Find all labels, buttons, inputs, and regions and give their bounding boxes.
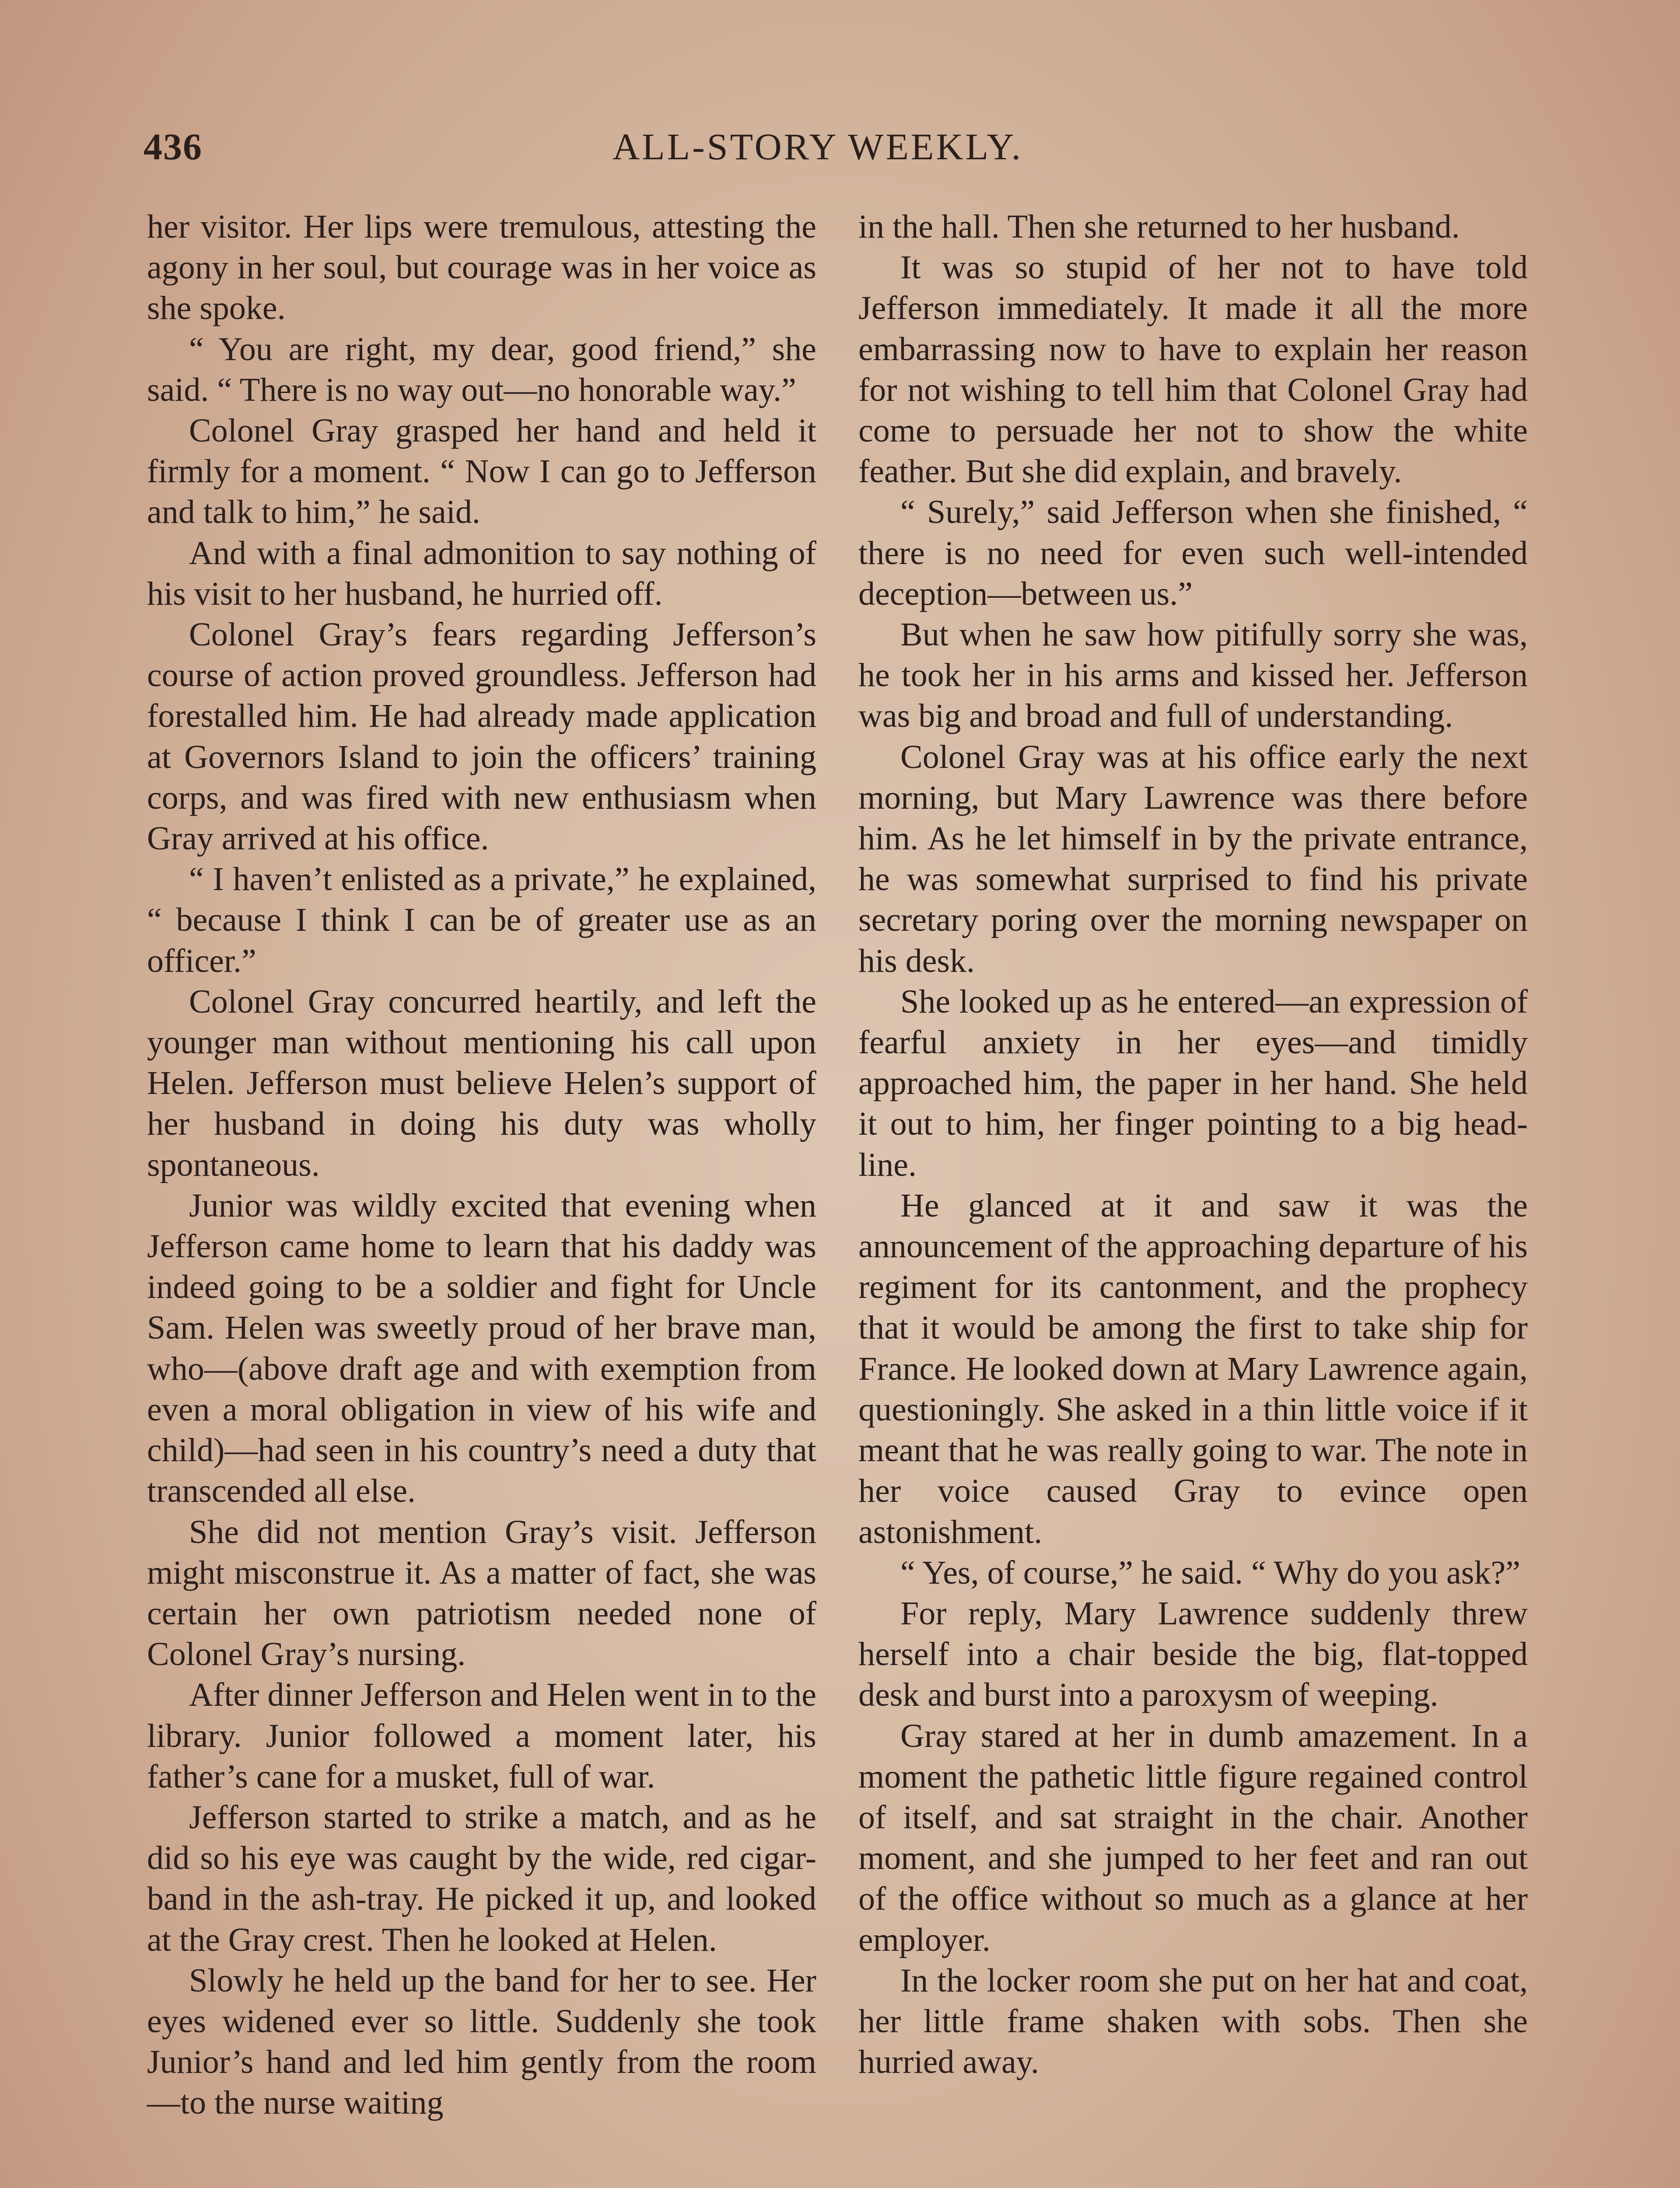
paragraph: She looked up as he entered—an expression of fearful anxiety in her eyes—and timidly approached him, the paper in her hand. She held it out to him, her finger pointing to a big head-line. xyxy=(858,983,1528,1183)
paragraph: “ You are right, my dear, good friend,” she said. “ There is no way out—no honorable way.” xyxy=(147,330,816,408)
paragraph: Colonel Gray’s fears regarding Jefferson’s course of action proved groundless. Jefferson had forestalled him. He had already made application at Governors Island to join the officers’ training corps, and was fired with new enthusiasm when Gray arrived at his office. xyxy=(147,616,816,857)
paragraph: Colonel Gray was at his office early the next morning, but Mary Lawrence was there before him. As he let himself in by the private entrance, he was somewhat surprised to find his private secretary poring over the morning newspaper on his desk. xyxy=(858,738,1528,979)
running-title: ALL-STORY WEEKLY. xyxy=(612,126,1023,168)
paragraph: And with a final admonition to say nothing of his visit to her husband, he hurried off. xyxy=(147,534,816,612)
paragraph: It was so stupid of her not to have told Jefferson immediately. It made it all the more embarrassing now to have to explain her reason for not wishing to tell him that Colonel Gray had come to persuade her not to show the white feather. But she did explain, and bravely. xyxy=(858,249,1528,490)
paragraph: Gray stared at her in dumb amazement. In a moment the pathetic little figure regained control of itself, and sat straight in the chair. Another moment, and she jumped to her feet and ran out of the office without so much as a glance at her employer. xyxy=(858,1717,1528,1958)
paragraph: Colonel Gray grasped her hand and held it firmly for a moment. “ Now I can go to Jefferson and talk to him,” he said. xyxy=(147,412,816,531)
page-number: 436 xyxy=(144,126,203,168)
paragraph: But when he saw how pitifully sorry she was, he took her in his arms and kissed her. Jefferson was big and broad and full of understanding. xyxy=(858,616,1528,735)
paragraph: He glanced at it and saw it was the announcement of the approaching departure of his regiment for its cantonment, and the prophecy that it would be among the first to take ship for France. He looked down at Mary Lawrence again, questioningly. She asked in a thin little voice if it meant that he was really going to war. The note in her voice caused Gray to evince open astonishment. xyxy=(858,1187,1528,1550)
paragraph: She did not mention Gray’s visit. Jefferson might misconstrue it. As a matter of fact, she was certain her own patriotism needed none of Colonel Gray’s nursing. xyxy=(147,1513,816,1673)
page-header xyxy=(0,125,1680,173)
paragraph: “ Surely,” said Jefferson when she finished, “ there is no need for even such well-intended deception—between us.” xyxy=(858,494,1528,612)
text-column-left xyxy=(147,207,816,2124)
paragraph: After dinner Jefferson and Helen went in to the library. Junior followed a moment later, his father’s cane for a musket, full of war. xyxy=(147,1676,816,1795)
paragraph: Colonel Gray concurred heartily, and left the younger man without mentioning his call upon Helen. Jefferson must believe Helen’s support of her husband in doing his duty was wholly spontaneous. xyxy=(147,983,816,1183)
paragraph: her visitor. Her lips were tremulous, attesting the agony in her soul, but courage was in her voice as she spoke. xyxy=(147,208,816,327)
paragraph: In the locker room she put on her hat and coat, her little frame shaken with sobs. Then she hurried away. xyxy=(858,1962,1528,2081)
paragraph: in the hall. Then she returned to her husband. xyxy=(858,208,1460,245)
paragraph: “ Yes, of course,” he said. “ Why do you ask?” xyxy=(900,1554,1520,1591)
paragraph: Jefferson started to strike a match, and as he did so his eye was caught by the wide, red cigar-band in the ash-tray. He picked it up, and looked at the Gray crest. Then he looked at Helen. xyxy=(147,1799,816,1958)
paragraph: Junior was wildly excited that evening when Jefferson came home to learn that his daddy was indeed going to be a soldier and fight for Uncle Sam. Helen was sweetly proud of her brave man, who—(above draft age and with exemption from even a moral obligation in view of his wife and child)—had seen in his country’s need a duty that transcended all else. xyxy=(147,1187,816,1510)
paragraph: Slowly he held up the band for her to see. Her eyes widened ever so little. Suddenly she took Junior’s hand and led him gently from the room—to the nurse waiting xyxy=(147,1962,816,2121)
paragraph: “ I haven’t enlisted as a private,” he explained, “ because I think I can be of greater use as an officer.” xyxy=(147,861,816,979)
text-column-right xyxy=(858,207,1528,2083)
paragraph: For reply, Mary Lawrence suddenly threw herself into a chair beside the big, flat-topped desk and burst into a paroxysm of weeping. xyxy=(858,1595,1528,1714)
